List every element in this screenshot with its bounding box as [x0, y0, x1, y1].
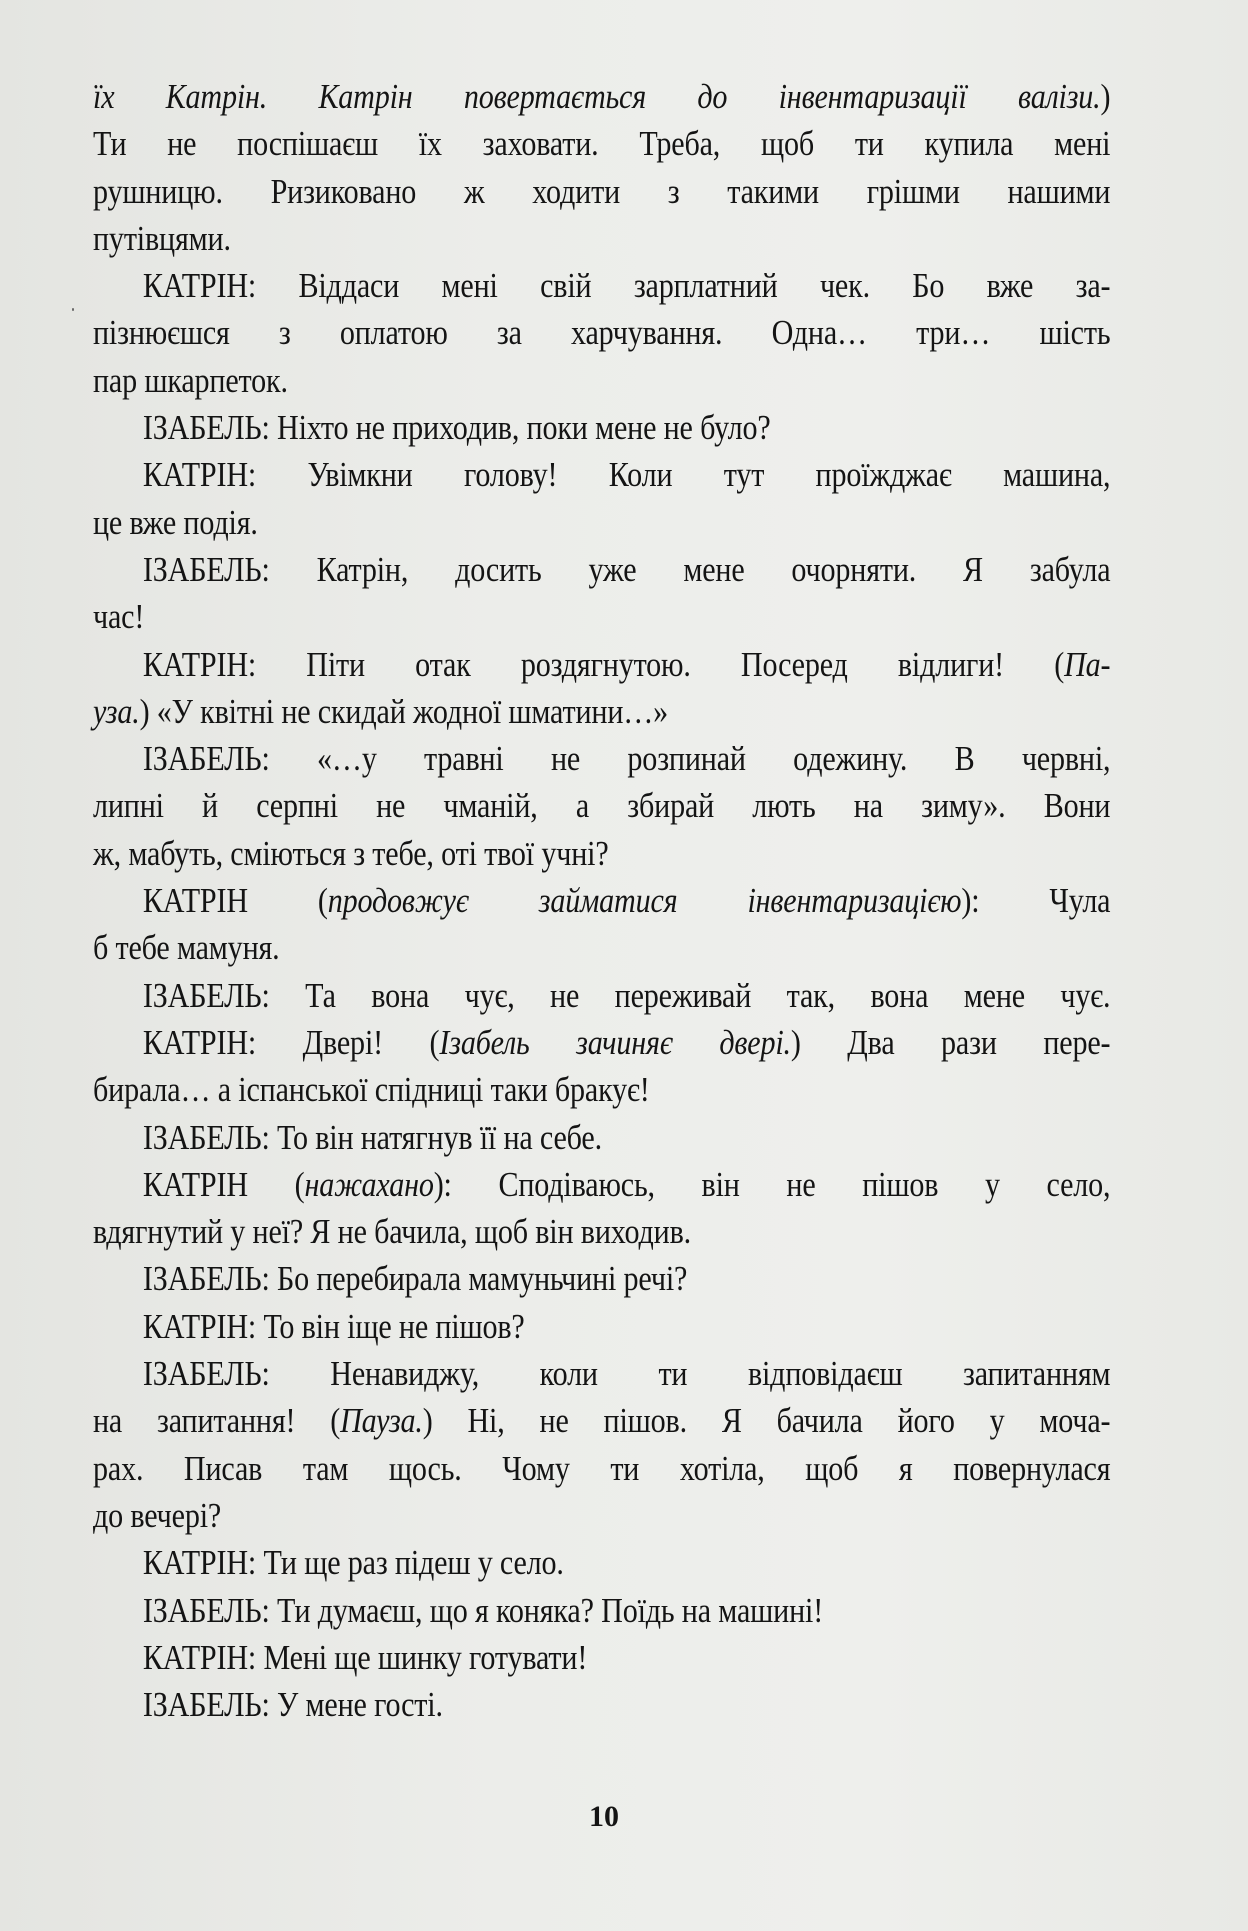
dialogue-line — [93, 688, 968, 735]
paper-speck — [72, 308, 74, 311]
line-text: б тебе мамуня. — [93, 928, 280, 968]
line-text: ІЗАБЕЛЬ: Ненавиджу, коли ти відповідаєш запитанням — [142, 1354, 1111, 1394]
dialogue-line — [93, 73, 1110, 120]
line-text: ): Сподіваюсь, він не пішов у село, — [433, 1164, 1111, 1204]
stage-direction: уза. — [93, 691, 140, 731]
line-text: липні й серпні не чманій, а збирай лють на зиму». Вони — [93, 786, 1111, 826]
line-text: рушницю. Ризиковано ж ходити з такими грішми нашими — [93, 171, 1111, 211]
dialogue-line-start — [93, 1114, 968, 1161]
dialogue-line — [93, 924, 968, 971]
line-text: КАТРІН: Віддаси мені свій зарплатний чек. Бо вже за- — [142, 266, 1111, 306]
dialogue-line — [93, 593, 968, 640]
dialogue-line-start — [93, 451, 1110, 498]
line-text: ): Чула — [961, 881, 1111, 921]
line-text: ІЗАБЕЛЬ: Бо перебирала мамуньчині речі? — [142, 1259, 688, 1299]
dialogue-line — [93, 357, 968, 404]
dialogue-line — [93, 168, 1110, 215]
dialogue-line-start — [93, 972, 1110, 1019]
stage-direction: Пауза. — [340, 1401, 423, 1441]
line-text: ІЗАБЕЛЬ: У мене гості. — [142, 1685, 443, 1725]
dialogue-line — [93, 120, 1110, 167]
line-text: КАТРІН: Ти ще раз підеш у село. — [142, 1543, 564, 1583]
stage-direction: продовжує займатися інвентаризацією — [327, 881, 962, 921]
line-text: КАТРІН: Мені ще шинку готувати! — [142, 1637, 588, 1677]
line-text: КАТРІН: Двері! ( — [142, 1022, 440, 1062]
line-text: ) «У квітні не скидай жодної шматини…» — [139, 691, 669, 731]
dialogue-line-start — [93, 877, 1110, 924]
dialogue-line — [93, 215, 968, 262]
dialogue-line — [93, 1445, 1110, 1492]
page-number: 10 — [589, 1800, 619, 1833]
line-text: Ти не поспішаєш їх заховати. Треба, щоб ти купила мені — [93, 124, 1111, 164]
dialogue-line-start — [93, 1255, 968, 1302]
line-text: КАТРІН: Увімкни голову! Коли тут проїжджає машина, — [142, 455, 1111, 495]
line-text: КАТРІН: То він іще не пішов? — [142, 1306, 525, 1346]
dialogue-line-start — [93, 1539, 968, 1586]
dialogue-line-start — [93, 1681, 968, 1728]
line-text: ІЗАБЕЛЬ: Ніхто не приходив, поки мене не було? — [142, 408, 771, 448]
dialogue-line-start — [93, 1303, 968, 1350]
dialogue-line — [93, 830, 968, 877]
stage-direction: Па- — [1064, 644, 1111, 684]
dialogue-line-start — [93, 262, 1110, 309]
line-text: вдягнутий у неї? Я не бачила, щоб він виходив. — [93, 1212, 691, 1252]
line-text: КАТРІН: Піти отак роздягнутою. Посеред відлиги! ( — [142, 644, 1065, 684]
line-text: пар шкарпеток. — [93, 360, 288, 400]
dialogue-line — [93, 1492, 968, 1539]
line-text: час! — [93, 597, 145, 637]
dialogue-line-start — [93, 1634, 968, 1681]
dialogue-line — [93, 1397, 1110, 1444]
dialogue-line-start — [93, 735, 1110, 782]
line-text: ІЗАБЕЛЬ: То він натягнув її на себе. — [142, 1117, 602, 1157]
dialogue-line-start — [93, 641, 1110, 688]
line-text: до вечері? — [93, 1495, 222, 1535]
line-text: на запитання! ( — [93, 1401, 341, 1441]
line-text: ) — [1100, 77, 1111, 116]
line-text: ж, мабуть, сміються з тебе, оті твої учні? — [93, 833, 609, 873]
dialogue-line-start — [93, 404, 968, 451]
line-text: ІЗАБЕЛЬ: Ти думаєш, що я коняка? Поїдь на машині! — [142, 1590, 824, 1630]
dialogue-line-start — [93, 1019, 1110, 1066]
dialogue-line — [93, 499, 968, 546]
stage-direction: нажахано — [304, 1164, 434, 1204]
stage-direction: їх Катрін. Катрін повертається до інвентаризації валізи. — [93, 77, 1101, 116]
line-text: ІЗАБЕЛЬ: Та вона чує, не переживай так, вона мене чує. — [142, 975, 1111, 1015]
line-text: це вже подія. — [93, 502, 258, 542]
line-text: ) Два рази пере- — [790, 1022, 1111, 1062]
dialogue-line — [93, 1208, 968, 1255]
line-text: ІЗАБЕЛЬ: «…у травні не розпинай одежину. В червні, — [142, 739, 1111, 779]
dialogue-line — [93, 1066, 968, 1113]
dialogue-line-start — [93, 1161, 1110, 1208]
line-text: бирала… а іспанської спідниці таки бракує! — [93, 1070, 650, 1110]
stage-direction: Ізабель зачиняє двері. — [439, 1022, 791, 1062]
dialogue-line-start — [93, 1350, 1110, 1397]
line-text: пізнюєшся з оплатою за харчування. Одна… три… шість — [93, 313, 1111, 353]
line-text: путівцями. — [93, 218, 231, 258]
dialogue-line — [93, 782, 1110, 829]
line-text: рах. Писав там щось. Чому ти хотіла, щоб я повернулася — [93, 1448, 1111, 1488]
dialogue-line-start — [93, 1587, 968, 1634]
dialogue-line — [93, 309, 1110, 356]
dialogue-line-start — [93, 546, 1110, 593]
play-text-block — [93, 73, 1111, 1728]
line-text: ) Ні, не пішов. Я бачила його у моча- — [422, 1401, 1111, 1441]
line-text: ІЗАБЕЛЬ: Катрін, досить уже мене очорняти. Я забула — [142, 549, 1111, 589]
line-text: КАТРІН ( — [142, 1164, 305, 1204]
line-text: КАТРІН ( — [142, 881, 328, 921]
